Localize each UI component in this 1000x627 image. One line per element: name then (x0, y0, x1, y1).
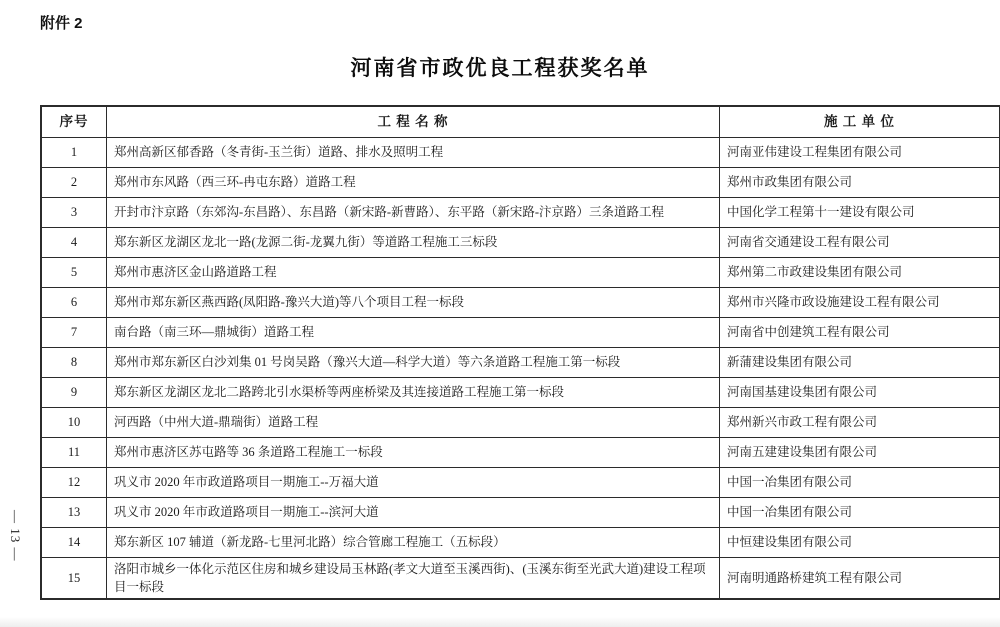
table-row (41, 378, 1000, 408)
page-number: — 13 — (8, 510, 23, 562)
table-row (41, 408, 1000, 438)
table-row (41, 198, 1000, 228)
cell-company: 河南国基建设集团有限公司 (720, 378, 1000, 408)
table-body (41, 138, 1000, 600)
table-header (41, 106, 1000, 138)
cell-name: 郑州市东风路（西三环-冉屯东路）道路工程 (107, 168, 720, 198)
cell-no: 5 (41, 258, 107, 288)
cell-name: 巩义市 2020 年市政道路项目一期施工--万福大道 (107, 468, 720, 498)
cell-company: 郑州第二市政建设集团有限公司 (720, 258, 1000, 288)
cell-company: 郑州市政集团有限公司 (720, 168, 1000, 198)
cell-company: 河南五建建设集团有限公司 (720, 438, 1000, 468)
cell-name: 郑东新区龙湖区龙北二路跨北引水渠桥等两座桥梁及其连接道路工程施工第一标段 (107, 378, 720, 408)
cell-name: 郑东新区龙湖区龙北一路(龙源二街-龙翼九街）等道路工程施工三标段 (107, 228, 720, 258)
page-edge (0, 617, 1000, 627)
cell-name: 河西路（中州大道-鼎瑞街）道路工程 (107, 408, 720, 438)
cell-name: 郑州市惠济区金山路道路工程 (107, 258, 720, 288)
cell-name: 郑州市郑东新区白沙刘集 01 号岗吴路（豫兴大道—科学大道）等六条道路工程施工第一标段 (107, 348, 720, 378)
cell-no: 11 (41, 438, 107, 468)
cell-company: 河南省中创建筑工程有限公司 (720, 318, 1000, 348)
cell-company: 河南省交通建设工程有限公司 (720, 228, 1000, 258)
table-row (41, 138, 1000, 168)
table-row (41, 228, 1000, 258)
cell-company: 郑州市兴隆市政设施建设工程有限公司 (720, 288, 1000, 318)
cell-name: 郑州市郑东新区燕西路(凤阳路-豫兴大道)等八个项目工程一标段 (107, 288, 720, 318)
cell-no: 13 (41, 498, 107, 528)
cell-no: 7 (41, 318, 107, 348)
cell-company: 郑州新兴市政工程有限公司 (720, 408, 1000, 438)
table-row (41, 558, 1000, 600)
cell-company: 中恒建设集团有限公司 (720, 528, 1000, 558)
cell-name: 郑州市惠济区苏屯路等 36 条道路工程施工一标段 (107, 438, 720, 468)
cell-name: 洛阳市城乡一体化示范区住房和城乡建设局玉林路(孝文大道至玉溪西街)、(玉溪东街至光武大道)建设工程项目一标段 (107, 558, 720, 600)
cell-name: 开封市汴京路（东郊沟-东昌路）、东昌路（新宋路-新曹路）、东平路（新宋路-汴京路）三条道路工程 (107, 198, 720, 228)
cell-no: 12 (41, 468, 107, 498)
table-row (41, 318, 1000, 348)
table-row (41, 528, 1000, 558)
page-title: 河南省市政优良工程获奖名单 (350, 57, 650, 80)
attachment-label: 附件 2 (40, 15, 83, 32)
table-row (41, 288, 1000, 318)
cell-no: 6 (41, 288, 107, 318)
table-row (41, 348, 1000, 378)
cell-company: 中国一冶集团有限公司 (720, 498, 1000, 528)
cell-no: 9 (41, 378, 107, 408)
cell-company: 河南明通路桥建筑工程有限公司 (720, 558, 1000, 600)
cell-no: 14 (41, 528, 107, 558)
header-row (41, 106, 1000, 138)
cell-name: 郑东新区 107 辅道（新龙路-七里河北路）综合管廊工程施工（五标段） (107, 528, 720, 558)
table-row (41, 498, 1000, 528)
cell-name: 郑州高新区郁香路（冬青街-玉兰街）道路、排水及照明工程 (107, 138, 720, 168)
table-row (41, 168, 1000, 198)
cell-name: 南台路（南三环—鼎城街）道路工程 (107, 318, 720, 348)
cell-no: 4 (41, 228, 107, 258)
cell-no: 1 (41, 138, 107, 168)
cell-name: 巩义市 2020 年市政道路项目一期施工--滨河大道 (107, 498, 720, 528)
cell-no: 3 (41, 198, 107, 228)
header-no: 序号 (41, 106, 107, 138)
header-project-name: 工 程 名 称 (107, 106, 720, 138)
cell-no: 8 (41, 348, 107, 378)
cell-company: 新蒲建设集团有限公司 (720, 348, 1000, 378)
cell-company: 河南亚伟建设工程集团有限公司 (720, 138, 1000, 168)
award-table (40, 105, 1000, 600)
table-row (41, 468, 1000, 498)
cell-no: 15 (41, 558, 107, 600)
cell-no: 2 (41, 168, 107, 198)
cell-company: 中国一冶集团有限公司 (720, 468, 1000, 498)
cell-no: 10 (41, 408, 107, 438)
table-row (41, 258, 1000, 288)
header-company: 施 工 单 位 (720, 106, 1000, 138)
table-row (41, 438, 1000, 468)
cell-company: 中国化学工程第十一建设有限公司 (720, 198, 1000, 228)
